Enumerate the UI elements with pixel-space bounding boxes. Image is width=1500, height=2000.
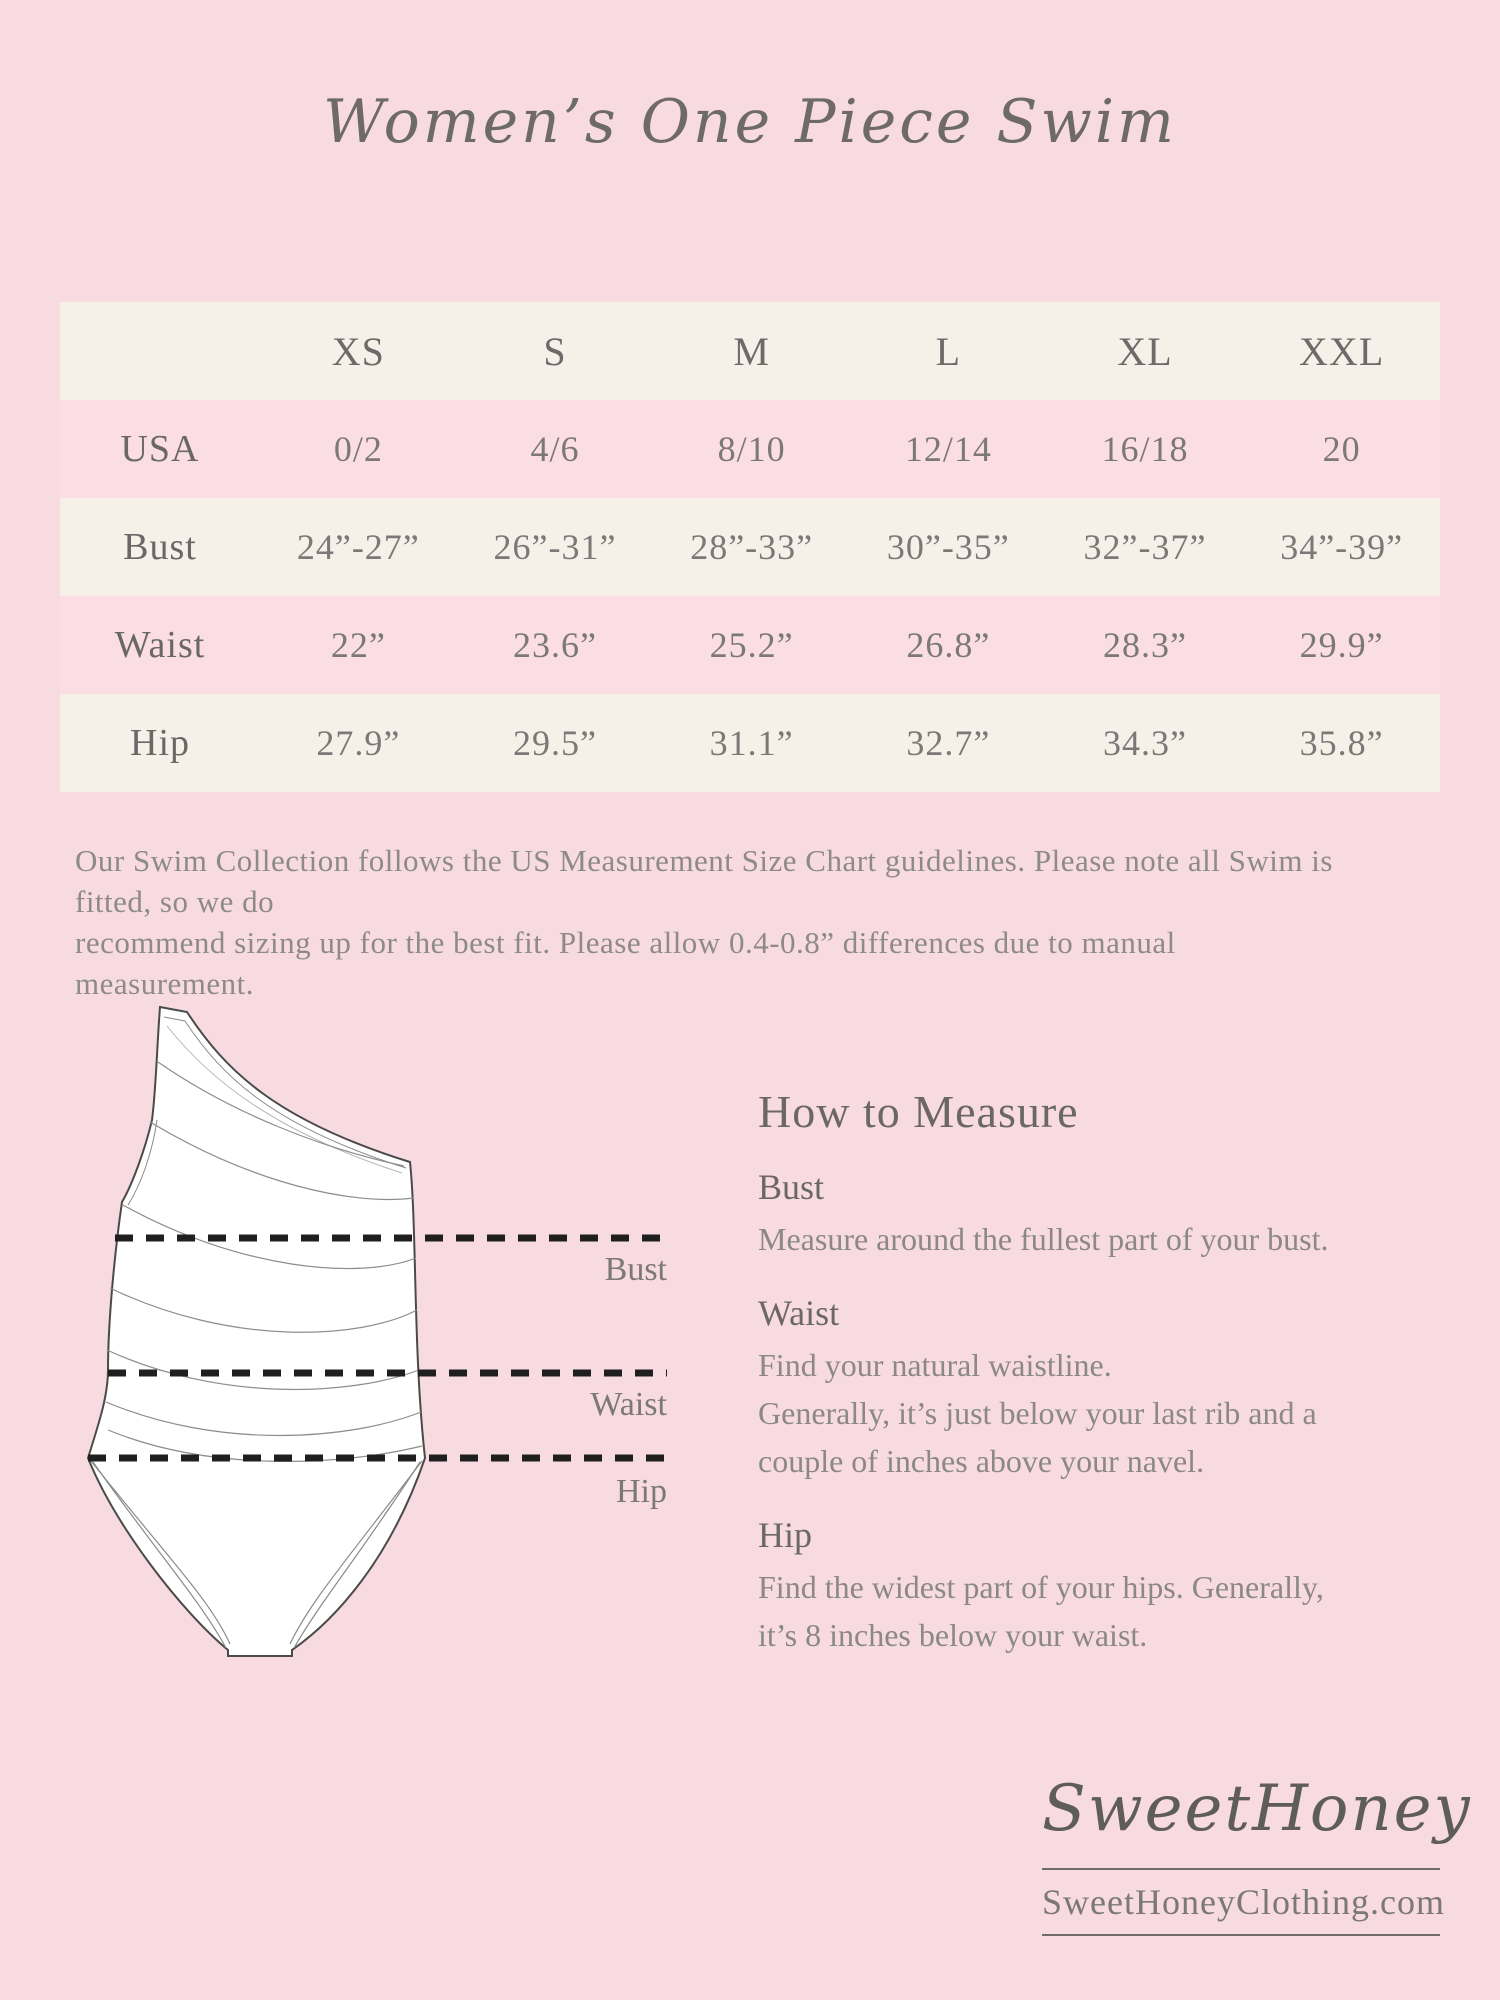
chart-cell-usa-xl: 16/18	[1101, 429, 1189, 469]
measure-section-waist	[758, 1291, 1378, 1485]
chart-cell-usa-m: 8/10	[717, 429, 786, 469]
chart-rowlabel-hip: Hip	[130, 722, 190, 764]
size-chart-table	[60, 302, 1440, 792]
page-title: Women’s One Piece Swim	[323, 87, 1177, 157]
chart-cell-bust-xl: 32”-37”	[1083, 527, 1207, 567]
measure-waist-text-1: Find your natural waistline.	[758, 1347, 1112, 1383]
chart-cell-waist-l: 26.8”	[906, 625, 991, 665]
chart-header-xl: XL	[1117, 328, 1173, 374]
chart-cell-waist-xs: 22”	[330, 625, 386, 665]
footer-brand	[1042, 1750, 1472, 1936]
chart-cell-bust-m: 28”-33”	[690, 527, 814, 567]
measurement-diagram	[60, 950, 700, 1710]
measure-waist-text-2: Generally, it’s just below your last rib and a	[758, 1395, 1317, 1431]
diagram-bust-label: Bust	[604, 1251, 667, 1288]
chart-row-usa	[60, 400, 1440, 498]
sizing-note-line-2: recommend sizing up for the best fit. Please allow 0.4-0.8” differences due to manual measurement.	[75, 925, 1176, 1001]
chart-header-xxl: XXL	[1299, 328, 1385, 374]
chart-header-m: M	[733, 328, 770, 374]
footer-divider-bottom	[1042, 1934, 1440, 1936]
chart-cell-hip-m: 31.1”	[709, 723, 794, 763]
how-to-measure-section	[758, 1085, 1378, 1687]
chart-cell-bust-l: 30”-35”	[886, 527, 1010, 567]
diagram-hip-label: Hip	[616, 1473, 667, 1510]
measure-waist-title: Waist	[758, 1293, 840, 1333]
chart-cell-usa-xs: 0/2	[333, 429, 383, 469]
chart-cell-waist-m: 25.2”	[709, 625, 794, 665]
chart-header-s: S	[543, 328, 567, 374]
chart-row-hip	[60, 694, 1440, 792]
measure-hip-text-1: Find the widest part of your hips. Generally,	[758, 1569, 1324, 1605]
chart-cell-waist-s: 23.6”	[513, 625, 597, 665]
measure-waist-text-3: couple of inches above your navel.	[758, 1443, 1205, 1479]
diagram-waist-label: Waist	[590, 1386, 667, 1423]
chart-cell-hip-xs: 27.9”	[316, 723, 401, 763]
chart-rowlabel-bust: Bust	[123, 526, 197, 568]
measure-hip-text-2: it’s 8 inches below your waist.	[758, 1617, 1148, 1653]
chart-rowlabel-waist: Waist	[114, 624, 206, 666]
chart-cell-hip-l: 32.7”	[906, 723, 991, 763]
chart-header-l: L	[935, 328, 962, 374]
chart-cell-waist-xxl: 29.9”	[1299, 625, 1384, 665]
chart-cell-bust-s: 26”-31”	[493, 527, 617, 567]
measure-section-bust	[758, 1165, 1378, 1263]
measure-section-hip	[758, 1513, 1378, 1659]
sizing-note-line-1: Our Swim Collection follows the US Measurement Size Chart guidelines. Please note all Swim is fitted, so we do	[75, 843, 1333, 919]
chart-header-xs: XS	[331, 328, 385, 374]
chart-cell-usa-s: 4/6	[530, 429, 580, 469]
chart-cell-waist-xl: 28.3”	[1103, 625, 1187, 665]
chart-cell-hip-xl: 34.3”	[1103, 723, 1187, 763]
chart-cell-bust-xxl: 34”-39”	[1280, 527, 1404, 567]
chart-rowlabel-usa: USA	[120, 428, 200, 470]
brand-website: SweetHoneyClothing.com	[1042, 1882, 1445, 1922]
chart-cell-bust-xs: 24”-27”	[296, 527, 420, 567]
chart-cell-hip-s: 29.5”	[513, 723, 597, 763]
measure-bust-title: Bust	[758, 1167, 825, 1207]
chart-row-waist	[60, 596, 1440, 694]
chart-cell-usa-l: 12/14	[904, 429, 992, 469]
measure-hip-title: Hip	[758, 1515, 812, 1555]
swimsuit-illustration	[60, 950, 700, 1710]
chart-header-spacer	[60, 302, 260, 400]
chart-cell-hip-xxl: 35.8”	[1299, 723, 1384, 763]
brand-logo: SweetHoney	[1042, 1772, 1472, 1846]
chart-row-bust	[60, 498, 1440, 596]
how-to-measure-heading: How to Measure	[758, 1086, 1079, 1137]
chart-cell-usa-xxl: 20	[1322, 429, 1361, 469]
measure-bust-text: Measure around the fullest part of your bust.	[758, 1221, 1329, 1257]
chart-header-row	[60, 302, 1440, 400]
